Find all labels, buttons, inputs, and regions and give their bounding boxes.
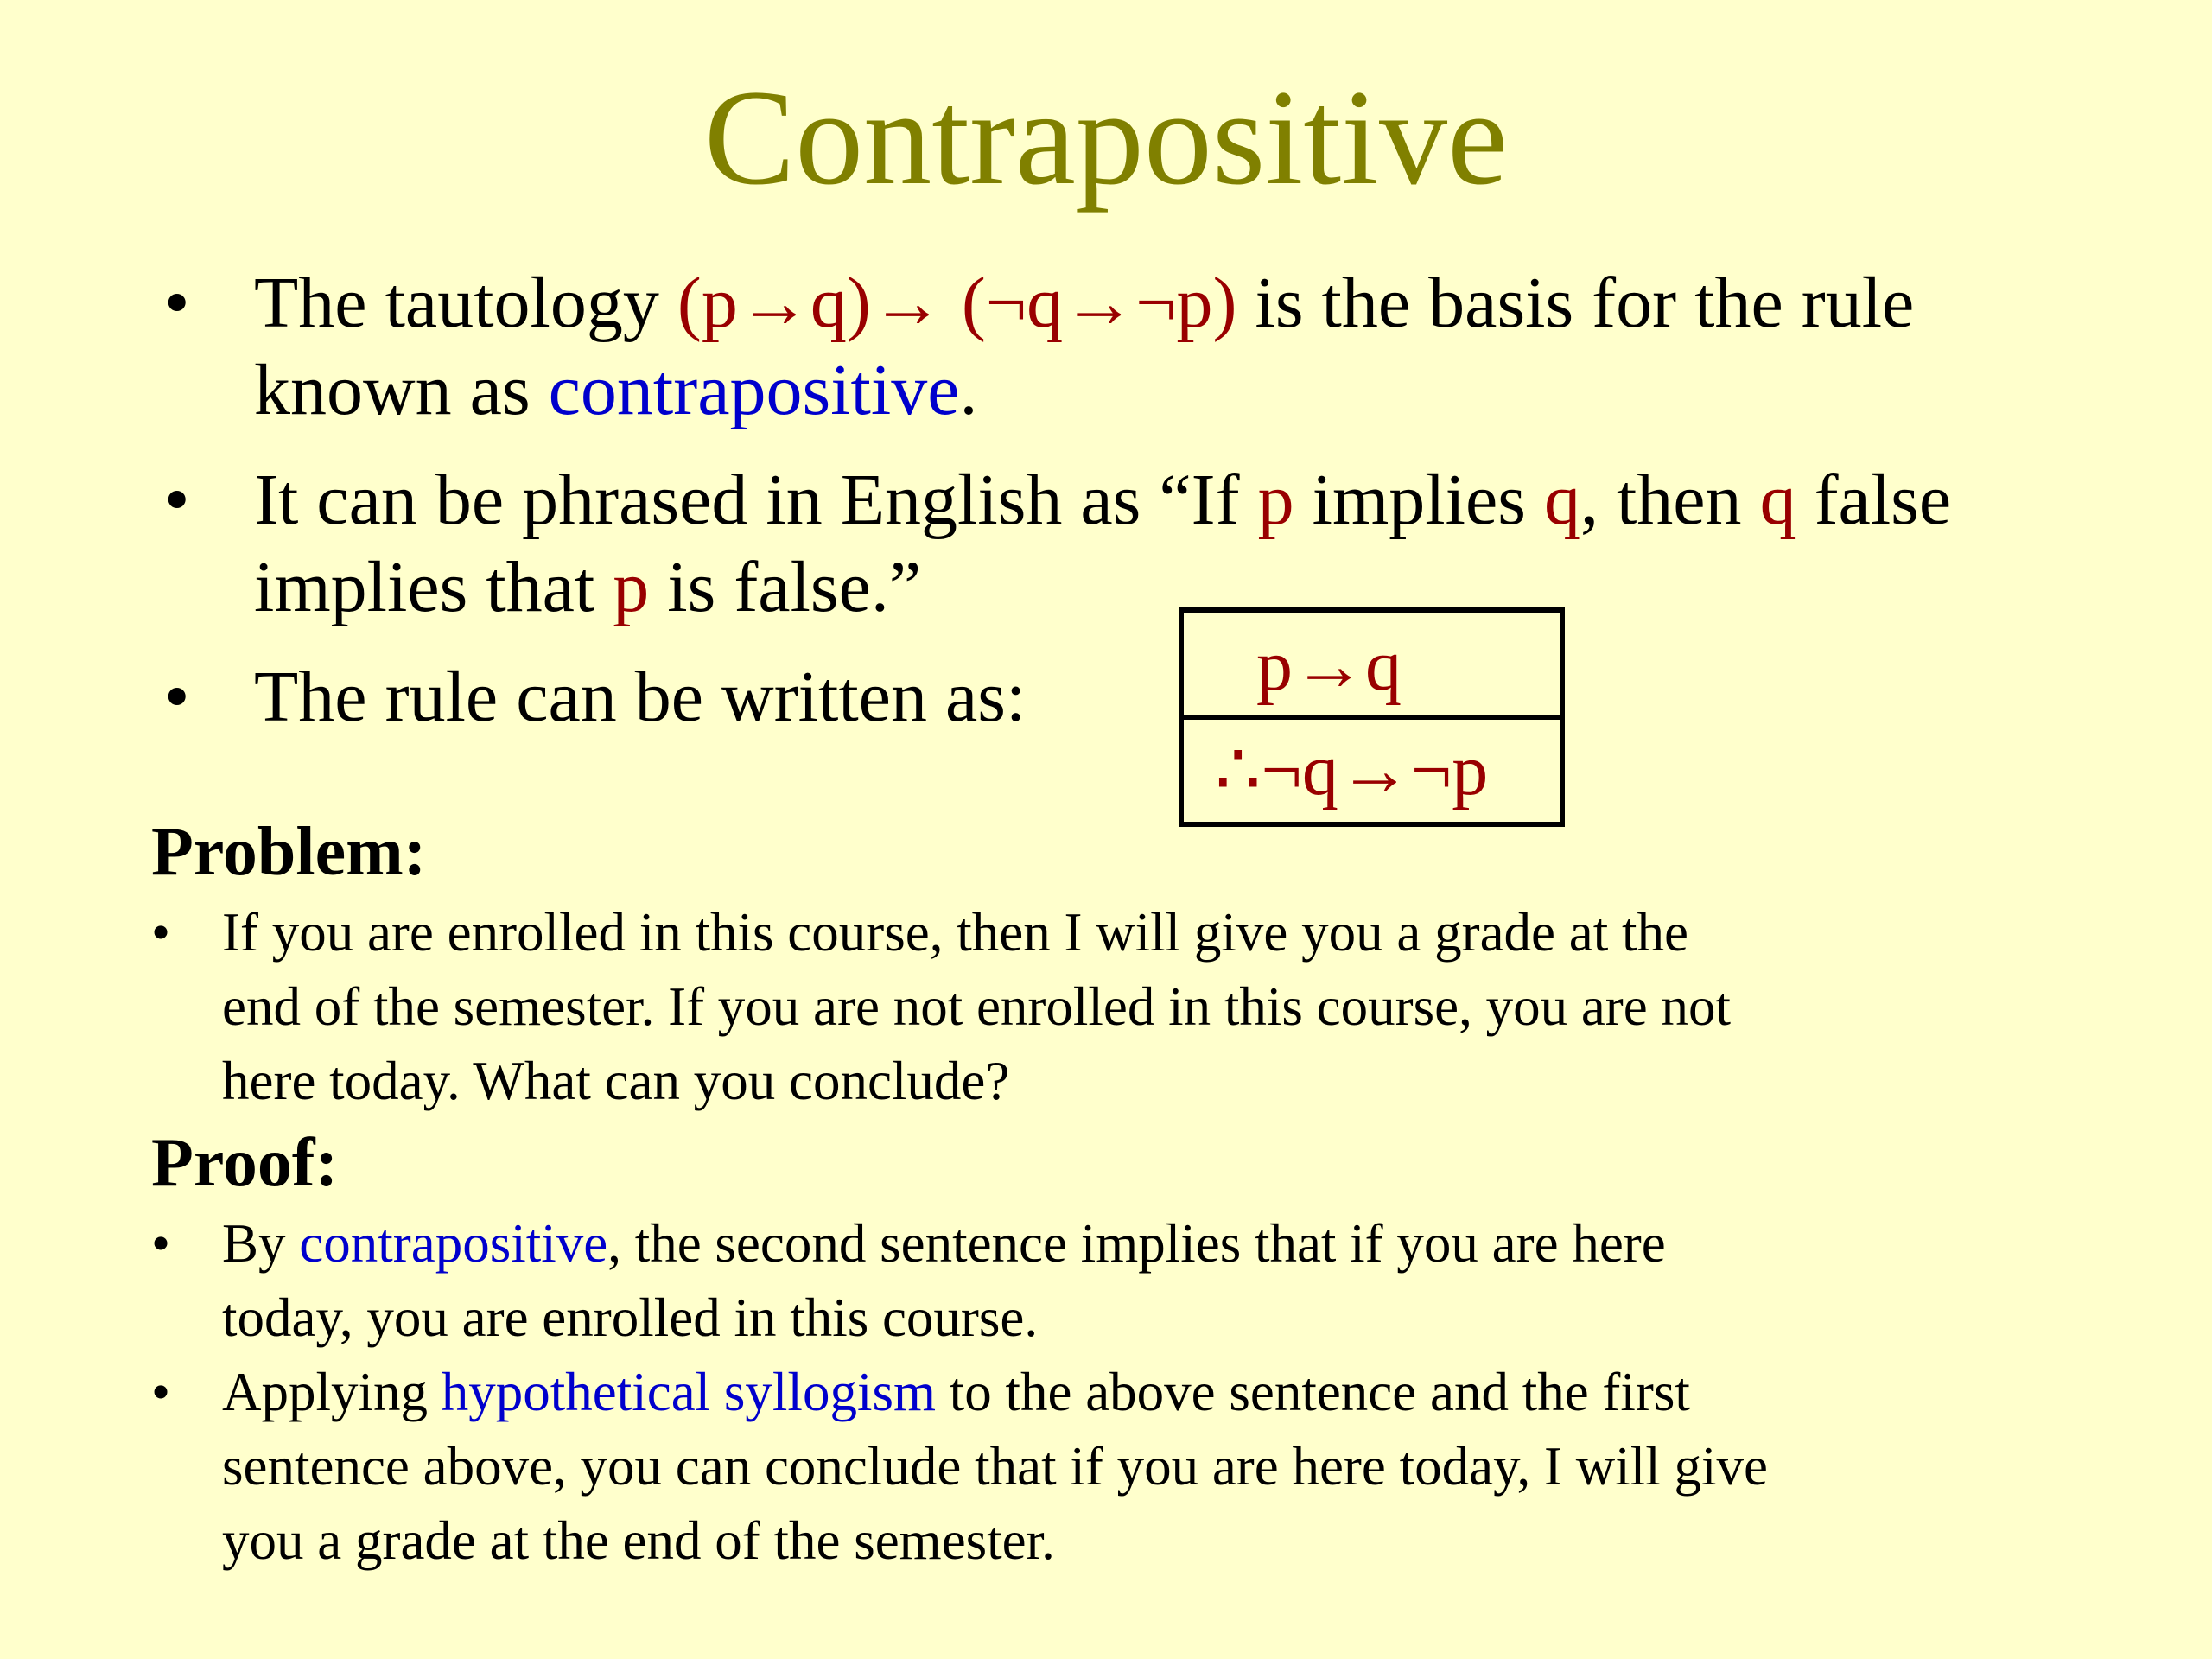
term-contrapositive: contrapositive (548, 350, 960, 430)
proof-item-syllogism (151, 1355, 1768, 1578)
proof-line: you a grade at the end of the semester. (222, 1510, 1055, 1571)
bullet-english-phrasing (164, 456, 1951, 631)
bullet-rule-written (164, 653, 1951, 741)
problem-item (151, 895, 1731, 1118)
bullet-dot: • (164, 263, 190, 343)
bullet-tautology (164, 259, 1951, 434)
bullet-line: The rule can be written as: (254, 657, 1027, 737)
problem-list (151, 895, 1731, 1118)
tautology-formula: (p→q)→ (¬q→¬p) (677, 263, 1237, 343)
proof-list (151, 1206, 1768, 1578)
term-contrapositive: contrapositive (299, 1213, 608, 1274)
proof-item-contrapositive (151, 1206, 1768, 1355)
bullet-line: The tautology (p→q)→ (¬q→¬p) is the basis for the rule (254, 263, 1915, 343)
bullet-line: known as contrapositive. (254, 350, 978, 430)
bullet-dot: • (151, 1213, 171, 1274)
proof-line: Applying hypothetical syllogism to the above sentence and the first (222, 1362, 1690, 1422)
bullet-dot: • (164, 460, 190, 540)
problem-line: If you are enrolled in this course, then I will give you a grade at the (222, 902, 1688, 963)
bullet-dot: • (151, 902, 171, 963)
proof-line: today, you are enrolled in this course. (222, 1287, 1039, 1348)
bullet-dot: • (164, 657, 190, 737)
term-hypothetical-syllogism: hypothetical syllogism (441, 1362, 936, 1422)
proof-line: sentence above, you can conclude that if you are here today, I will give (222, 1436, 1768, 1497)
proof-line: By contrapositive, the second sentence implies that if you are here (222, 1213, 1666, 1274)
bullet-dot: • (151, 1362, 171, 1422)
main-bullet-list (164, 259, 1951, 763)
bullet-line: It can be phrased in English as “If p implies q, then q false (254, 460, 1952, 540)
bullet-line: implies that p is false.” (254, 547, 922, 627)
var-q: q (1543, 460, 1580, 540)
proof-heading: Proof: (151, 1125, 339, 1201)
rule-premise: p→q (1184, 613, 1560, 720)
problem-line: here today. What can you conclude? (222, 1051, 1010, 1111)
slide-title: Contrapositive (703, 62, 1509, 213)
var-p: p (613, 547, 650, 627)
var-q: q (1759, 460, 1796, 540)
problem-heading: Problem: (151, 814, 427, 890)
rule-conclusion: ∴¬q→¬p (1215, 730, 1489, 810)
problem-line: end of the semester. If you are not enrolled in this course, you are not (222, 976, 1731, 1037)
var-p: p (1257, 460, 1294, 540)
inference-rule-box (1179, 607, 1565, 827)
